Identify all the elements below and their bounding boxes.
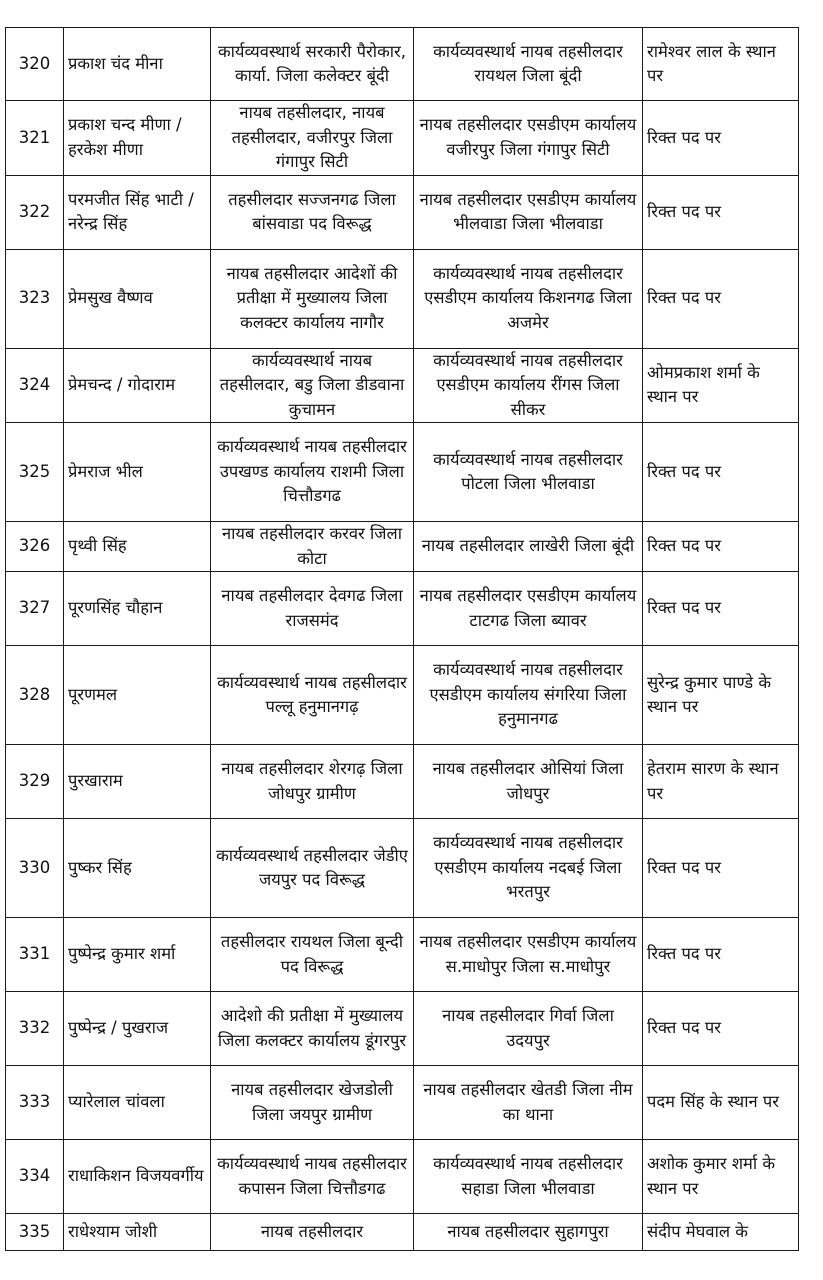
officer-name-cell: प्रेमसुख वैष्णव: [64, 249, 211, 348]
new-posting-cell: कार्यव्यवस्थार्थ नायब तहसीलदार एसडीएम कार्यालय किशनगढ जिला अजमेर: [414, 249, 643, 348]
serial-number-cell: 331: [6, 918, 64, 992]
table-row: [6, 918, 799, 992]
new-posting-cell: नायब तहसीलदार गिर्वा जिला उदयपुर: [414, 992, 643, 1066]
new-posting-cell: नायब तहसीलदार ओसियां जिला जोधपुर: [414, 745, 643, 819]
current-posting-cell: नायब तहसीलदार आदेशों की प्रतीक्षा में मुख्यालय जिला कलक्टर कार्यालय नागौर: [211, 249, 414, 348]
new-posting-cell: कार्यव्यवस्थार्थ नायब तहसीलदार पोटला जिला भीलवाडा: [414, 423, 643, 522]
current-posting-cell: नायब तहसीलदार करवर जिला कोटा: [211, 522, 414, 572]
table-row: [6, 522, 799, 572]
officer-name-cell: पूरणसिंह चौहान: [64, 572, 211, 646]
serial-number-cell: 329: [6, 745, 64, 819]
serial-number-cell: 321: [6, 101, 64, 176]
new-posting-cell: नायब तहसीलदार एसडीएम कार्यालय भीलवाडा जिला भीलवाडा: [414, 175, 643, 249]
officer-name-cell: पूरणमल: [64, 646, 211, 745]
serial-number-cell: 325: [6, 423, 64, 522]
current-posting-cell: नायब तहसीलदार: [211, 1214, 414, 1251]
officer-name-cell: प्यारेलाल चांवला: [64, 1066, 211, 1140]
current-posting-cell: कार्यव्यवस्थार्थ नायब तहसीलदार कपासन जिला चित्तौडगढ: [211, 1140, 414, 1214]
current-posting-cell: कार्यव्यवस्थार्थ सरकारी पैरोकार, कार्या. जिला कलेक्टर बूंदी: [211, 28, 414, 101]
new-posting-cell: नायब तहसीलदार सुहागपुरा: [414, 1214, 643, 1251]
remark-cell: रिक्त पद पर: [643, 101, 799, 176]
officer-name-cell: प्रकाश चन्द मीणा / हरकेश मीणा: [64, 101, 211, 176]
current-posting-cell: नायब तहसीलदार खेजडोली जिला जयपुर ग्रामीण: [211, 1066, 414, 1140]
officer-name-cell: पुष्पेन्द्र / पुखराज: [64, 992, 211, 1066]
officer-name-cell: परमजीत सिंह भाटी / नरेन्द्र सिंह: [64, 175, 211, 249]
table-row: [6, 646, 799, 745]
current-posting-cell: आदेशो की प्रतीक्षा में मुख्यालय जिला कलक्टर कार्यालय डूंगरपुर: [211, 992, 414, 1066]
remark-cell: रिक्त पद पर: [643, 918, 799, 992]
new-posting-cell: नायब तहसीलदार एसडीएम कार्यालय टाटगढ जिला ब्यावर: [414, 572, 643, 646]
serial-number-cell: 323: [6, 249, 64, 348]
serial-number-cell: 330: [6, 819, 64, 918]
remark-cell: रिक्त पद पर: [643, 175, 799, 249]
current-posting-cell: नायब तहसीलदार, नायब तहसीलदार, वजीरपुर जिला गंगापुर सिटी: [211, 101, 414, 176]
table-row: [6, 819, 799, 918]
current-posting-cell: कार्यव्यवस्थार्थ नायब तहसीलदार उपखण्ड कार्यालय राशमी जिला चित्तौडगढ: [211, 423, 414, 522]
remark-cell: ओमप्रकाश शर्मा के स्थान पर: [643, 348, 799, 423]
remark-cell: रिक्त पद पर: [643, 992, 799, 1066]
table-row: [6, 28, 799, 101]
officer-name-cell: प्रेमचन्द / गोदाराम: [64, 348, 211, 423]
serial-number-cell: 324: [6, 348, 64, 423]
current-posting-cell: तहसीलदार रायथल जिला बून्दी पद विरूद्ध: [211, 918, 414, 992]
new-posting-cell: नायब तहसीलदार एसडीएम कार्यालय वजीरपुर जिला गंगापुर सिटी: [414, 101, 643, 176]
remark-cell: रिक्त पद पर: [643, 572, 799, 646]
table-row: [6, 1214, 799, 1251]
table-row: [6, 992, 799, 1066]
new-posting-cell: कार्यव्यवस्थार्थ नायब तहसीलदार एसडीएम कार्यालय रींगस जिला सीकर: [414, 348, 643, 423]
current-posting-cell: कार्यव्यवस्थार्थ नायब तहसीलदार, बडु जिला डीडवाना कुचामन: [211, 348, 414, 423]
new-posting-cell: कार्यव्यवस्थार्थ नायब तहसीलदार एसडीएम कार्यालय संगरिया जिला हनुमानगढ: [414, 646, 643, 745]
transfer-table-body: [6, 28, 799, 1251]
serial-number-cell: 326: [6, 522, 64, 572]
table-row: [6, 745, 799, 819]
remark-cell: रिक्त पद पर: [643, 819, 799, 918]
serial-number-cell: 332: [6, 992, 64, 1066]
officer-name-cell: पुष्पेन्द्र कुमार शर्मा: [64, 918, 211, 992]
officer-name-cell: पृथ्वी सिंह: [64, 522, 211, 572]
new-posting-cell: कार्यव्यवस्थार्थ नायब तहसीलदार एसडीएम कार्यालय नदबई जिला भरतपुर: [414, 819, 643, 918]
current-posting-cell: तहसीलदार सज्जनगढ जिला बांसवाडा पद विरूद्ध: [211, 175, 414, 249]
remark-cell: सुरेन्द्र कुमार पाण्डे के स्थान पर: [643, 646, 799, 745]
remark-cell: रामेश्वर लाल के स्थान पर: [643, 28, 799, 101]
serial-number-cell: 328: [6, 646, 64, 745]
remark-cell: रिक्त पद पर: [643, 249, 799, 348]
table-row: [6, 1066, 799, 1140]
remark-cell: संदीप मेघवाल के: [643, 1214, 799, 1251]
current-posting-cell: नायब तहसीलदार शेरगढ़ जिला जोधपुर ग्रामीण: [211, 745, 414, 819]
table-row: [6, 175, 799, 249]
table-row: [6, 1140, 799, 1214]
remark-cell: पदम सिंह के स्थान पर: [643, 1066, 799, 1140]
table-row: [6, 249, 799, 348]
remark-cell: रिक्त पद पर: [643, 522, 799, 572]
new-posting-cell: कार्यव्यवस्थार्थ नायब तहसीलदार सहाडा जिला भीलवाडा: [414, 1140, 643, 1214]
officer-name-cell: प्रेमराज भील: [64, 423, 211, 522]
table-row: [6, 348, 799, 423]
new-posting-cell: नायब तहसीलदार लाखेरी जिला बूंदी: [414, 522, 643, 572]
officer-name-cell: पुष्कर सिंह: [64, 819, 211, 918]
current-posting-cell: कार्यव्यवस्थार्थ नायब तहसीलदार पल्लू हनुमानगढ़: [211, 646, 414, 745]
serial-number-cell: 322: [6, 175, 64, 249]
table-row: [6, 101, 799, 176]
officer-name-cell: राधाकिशन विजयवर्गीय: [64, 1140, 211, 1214]
new-posting-cell: नायब तहसीलदार एसडीएम कार्यालय स.माधोपुर जिला स.माधोपुर: [414, 918, 643, 992]
remark-cell: हेतराम सारण के स्थान पर: [643, 745, 799, 819]
serial-number-cell: 335: [6, 1214, 64, 1251]
serial-number-cell: 333: [6, 1066, 64, 1140]
remark-cell: अशोक कुमार शर्मा के स्थान पर: [643, 1140, 799, 1214]
table-row: [6, 572, 799, 646]
officer-name-cell: राधेश्याम जोशी: [64, 1214, 211, 1251]
serial-number-cell: 320: [6, 28, 64, 101]
transfer-table: [5, 27, 799, 1251]
current-posting-cell: कार्यव्यवस्थार्थ तहसीलदार जेडीए जयपुर पद विरूद्ध: [211, 819, 414, 918]
current-posting-cell: नायब तहसीलदार देवगढ जिला राजसमंद: [211, 572, 414, 646]
new-posting-cell: नायब तहसीलदार खेतडी जिला नीम का थाना: [414, 1066, 643, 1140]
officer-name-cell: पुरखाराम: [64, 745, 211, 819]
serial-number-cell: 327: [6, 572, 64, 646]
remark-cell: रिक्त पद पर: [643, 423, 799, 522]
table-row: [6, 423, 799, 522]
officer-name-cell: प्रकाश चंद मीना: [64, 28, 211, 101]
serial-number-cell: 334: [6, 1140, 64, 1214]
new-posting-cell: कार्यव्यवस्थार्थ नायब तहसीलदार रायथल जिला बूंदी: [414, 28, 643, 101]
